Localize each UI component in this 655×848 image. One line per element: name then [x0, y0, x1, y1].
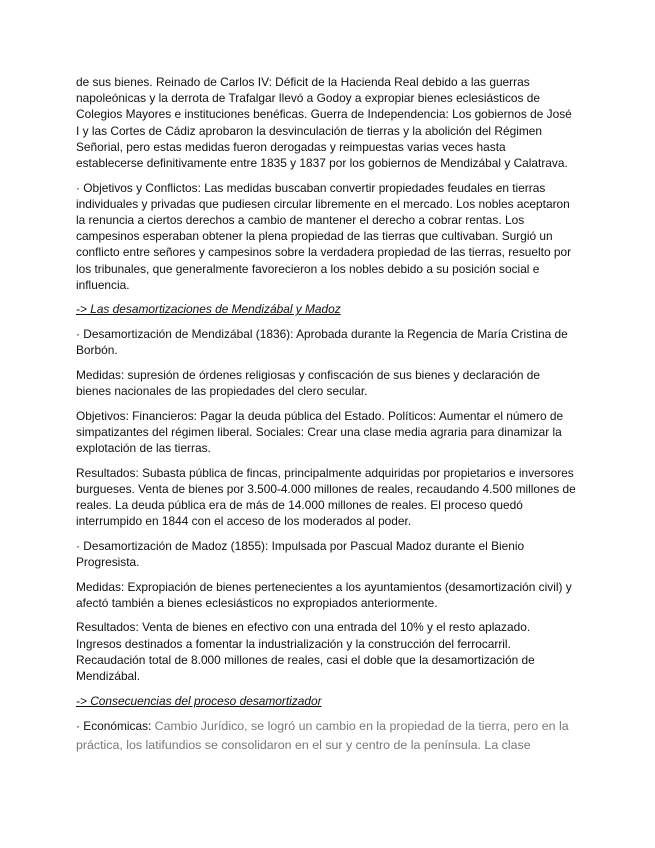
economicas-label: · Económicas: [76, 719, 155, 734]
paragraph-mendizabal: · Desamortización de Mendizábal (1836): Aprobada durante la Regencia de María Cristina de Borbón. [76, 327, 568, 358]
document-page [76, 74, 576, 762]
paragraph-objetivos-conflictos: · Objetivos y Conflictos: Las medidas buscaban convertir propiedades feudales en tierras individuales y privadas que pudiesen circular libremente en el mercado. Los nobles aceptaron la renuncia a ciertos derechos a cambio de mantener el derecho a cobrar rentas. Los campesinos esperaban obtener la plena propiedad de las tierras que cultivaban. Surgió un conflicto entre señores y campesinos sobre la verdadera propiedad de las tierras, resuelto por los tribunales, que generalmente favorecieron a los nobles debido a su posición social e influencia. [76, 180, 572, 292]
paragraph-mendizabal-resultados: Resultados: Subasta pública de fincas, principalmente adquiridas por propietarios e inversores burgueses. Venta de bienes por 3.500-4.000 millones de reales, recaudando 4.500 millones de reales. La deuda pública era de más de 14.000 millones de reales. El proceso quedó interrumpido en 1844 con el acceso de los moderados al poder. [76, 465, 576, 529]
section-heading-consecuencias: -> Consecuencias del proceso desamortizador [76, 693, 322, 708]
paragraph-madoz-medidas: Medidas: Expropiación de bienes pertenecientes a los ayuntamientos (desamortización civil) y afectó también a bienes eclesiásticos no expropiados anteriormente. [76, 579, 572, 610]
paragraph-reinado-carlos-iv: de sus bienes. Reinado de Carlos IV: Déficit de la Hacienda Real debido a las guerras napoleónicas y la derrota de Trafalgar llevó a Godoy a expropiar bienes eclesiásticos de Colegios Mayores e instituciones benéficas. Guerra de Independencia: Los gobiernos de José I y las Cortes de Cádiz aprobaron la desvinculación de tierras y la abolición del Régimen Señorial, pero estas medidas fueron derogadas y reimpuestas varias veces hasta establecerse definitivamente entre 1835 y 1837 por los gobiernos de Mendizábal y Calatrava. [76, 75, 572, 171]
paragraph-economicas [76, 717, 576, 754]
paragraph-madoz: · Desamortización de Madoz (1855): Impulsada por Pascual Madoz durante el Bienio Progresista. [76, 538, 525, 570]
paragraph-mendizabal-medidas: Medidas: supresión de órdenes religiosas y confiscación de sus bienes y declaración de bienes nacionales de las propiedades del clero secular. [76, 367, 541, 399]
section-heading-desamortizaciones: -> Las desamortizaciones de Mendizábal y Madoz [76, 302, 341, 317]
paragraph-mendizabal-objetivos: Objetivos: Financieros: Pagar la deuda pública del Estado. Políticos: Aumentar el número de simpatizantes del régimen liberal. Sociales: Crear una clase media agraria para dinamizar la explotación de las tierras. [76, 408, 564, 456]
paragraph-madoz-resultados: Resultados: Venta de bienes en efectivo con una entrada del 10% y el resto aplazado. Ingresos destinados a fomentar la industrialización y la construcción del ferrocarril. Recaudación total de 8.000 millones de reales, casi el doble que la desamortización de Mendizábal. [76, 620, 535, 684]
economicas-text: Cambio Jurídico, se logró un cambio en la propiedad de la tierra, pero en la práctica, los latifundios se consolidaron en el sur y centro de la península. La clase [76, 719, 569, 752]
